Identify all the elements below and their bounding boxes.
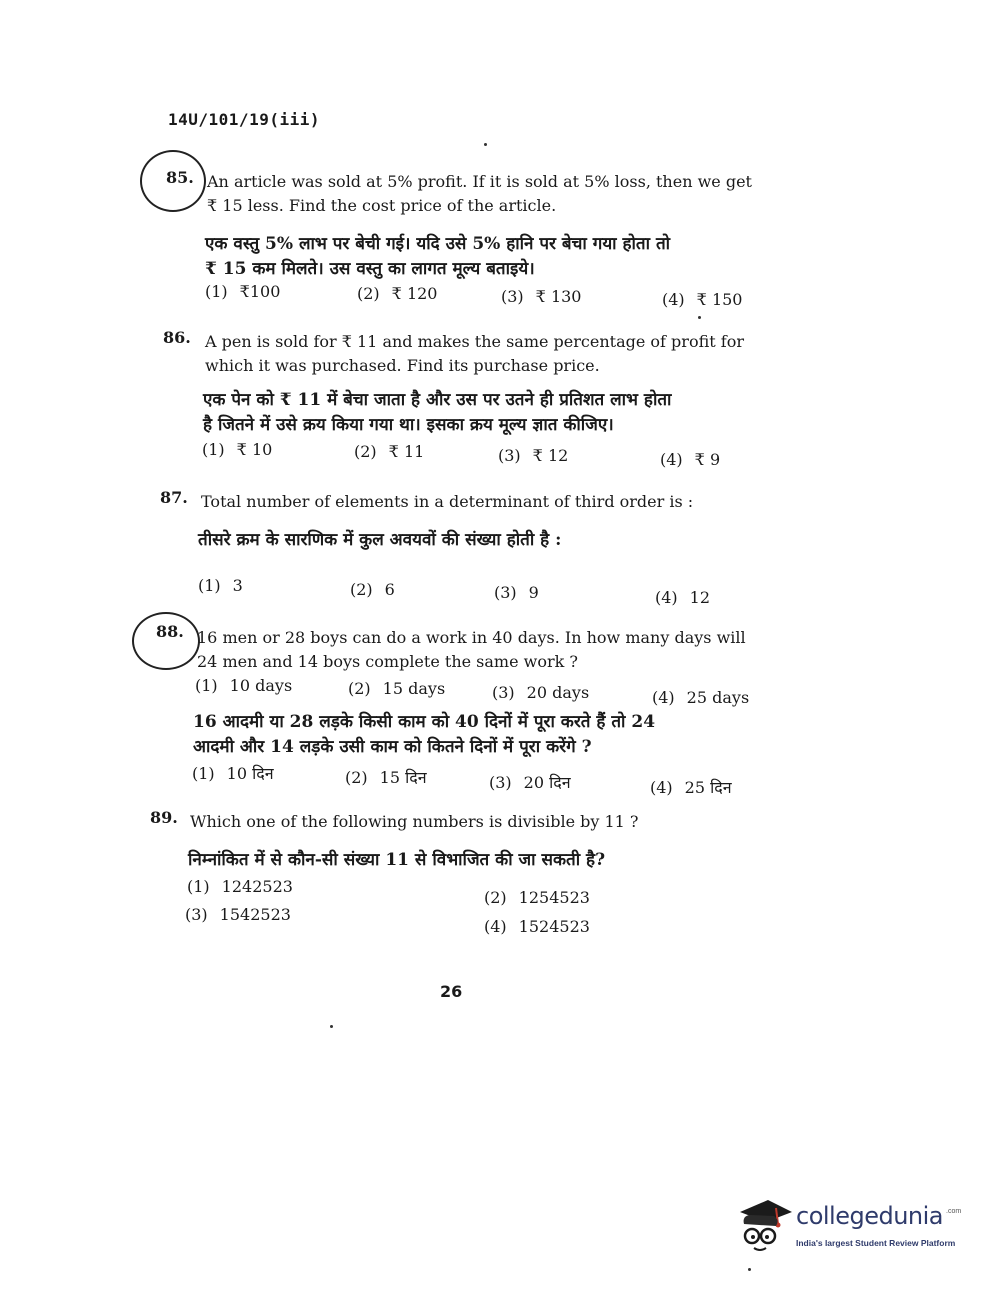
question-text-hi: तीसरे क्रम के सारणिक में कुल अवयवों की संख्या होती है : bbox=[198, 530, 562, 550]
option-1: (1) ₹ 10 bbox=[202, 440, 273, 459]
scan-speck bbox=[748, 1268, 751, 1271]
option-2: (2) 1254523 bbox=[484, 888, 590, 907]
question-number: 89. bbox=[150, 808, 178, 827]
option-hi-1: (1) 10 दिन bbox=[192, 764, 274, 783]
option-hi-4: (4) 25 दिन bbox=[650, 778, 732, 797]
question-text-hi: निम्नांकित में से कौन-सी संख्या 11 से विभाजित की जा सकती है? bbox=[188, 850, 606, 870]
question-number: 86. bbox=[163, 328, 191, 347]
option-3: (3) ₹ 12 bbox=[498, 446, 569, 465]
question-text-hi: एक वस्तु 5% लाभ पर बेची गई। यदि उसे 5% हानि पर बेचा गया होता तो ₹ 15 कम मिलते। उस वस्तु का लागत मूल्य बताइये। bbox=[205, 234, 671, 279]
question-circle-mark bbox=[132, 612, 200, 670]
question-number: 85. bbox=[166, 168, 194, 187]
question-text-en: An article was sold at 5% profit. If it is sold at 5% loss, then we get ₹ 15 less. Find the cost price of the article. bbox=[207, 172, 752, 215]
option-en-3: (3) 20 days bbox=[492, 683, 590, 702]
paper-code: 14U/101/19(iii) bbox=[168, 110, 320, 129]
option-en-2: (2) 15 days bbox=[348, 679, 446, 698]
option-1: (1) ₹100 bbox=[205, 282, 281, 301]
question-number: 87. bbox=[160, 488, 188, 507]
option-1: (1) 3 bbox=[198, 576, 243, 595]
scan-speck bbox=[698, 316, 701, 319]
student-mascot-icon bbox=[734, 1196, 794, 1256]
question-text-en: 16 men or 28 boys can do a work in 40 days. In how many days will 24 men and 14 boys complete the same work ? bbox=[197, 628, 746, 671]
question-text-en: A pen is sold for ₹ 11 and makes the same percentage of profit for which it was purchased. Find its purchase price. bbox=[205, 332, 744, 375]
option-hi-3: (3) 20 दिन bbox=[489, 773, 571, 792]
option-4: (4) 1524523 bbox=[484, 917, 590, 936]
option-3: (3) ₹ 130 bbox=[501, 287, 582, 306]
option-en-1: (1) 10 days bbox=[195, 676, 293, 695]
option-4: (4) ₹ 9 bbox=[660, 450, 721, 469]
option-en-4: (4) 25 days bbox=[652, 688, 750, 707]
option-4: (4) ₹ 150 bbox=[662, 290, 743, 309]
question-text-en: Which one of the following numbers is divisible by 11 ? bbox=[190, 812, 639, 831]
question-text-hi: 16 आदमी या 28 लड़के किसी काम को 40 दिनों में पूरा करते हैं तो 24 आदमी और 14 लड़के उसी काम को कितने दिनों में पूरा करेंगे ? bbox=[193, 712, 656, 757]
question-text-en: Total number of elements in a determinant of third order is : bbox=[201, 492, 694, 511]
option-2: (2) ₹ 120 bbox=[357, 284, 438, 303]
option-hi-2: (2) 15 दिन bbox=[345, 768, 427, 787]
option-2: (2) 6 bbox=[350, 580, 395, 599]
question-number: 88. bbox=[156, 622, 184, 641]
collegedunia-watermark bbox=[734, 1196, 964, 1260]
question-text-hi: एक पेन को ₹ 11 में बेचा जाता है और उस पर उतने ही प्रतिशत लाभ होता है जितने में उसे क्रय किया गया था। इसका क्रय मूल्य ज्ञात कीजिए। bbox=[203, 390, 672, 435]
option-3: (3) 9 bbox=[494, 583, 539, 602]
option-1: (1) 1242523 bbox=[187, 877, 293, 896]
scan-speck bbox=[330, 1025, 333, 1028]
brand-suffix: .com bbox=[946, 1208, 962, 1215]
option-2: (2) ₹ 11 bbox=[354, 442, 425, 461]
option-3: (3) 1542523 bbox=[185, 905, 291, 924]
page-number: 26 bbox=[440, 982, 463, 1001]
option-4: (4) 12 bbox=[655, 588, 711, 607]
brand-tagline: India's largest Student Review Platform bbox=[796, 1238, 956, 1248]
brand-name: collegedunia bbox=[796, 1202, 944, 1230]
scan-speck bbox=[484, 143, 487, 146]
